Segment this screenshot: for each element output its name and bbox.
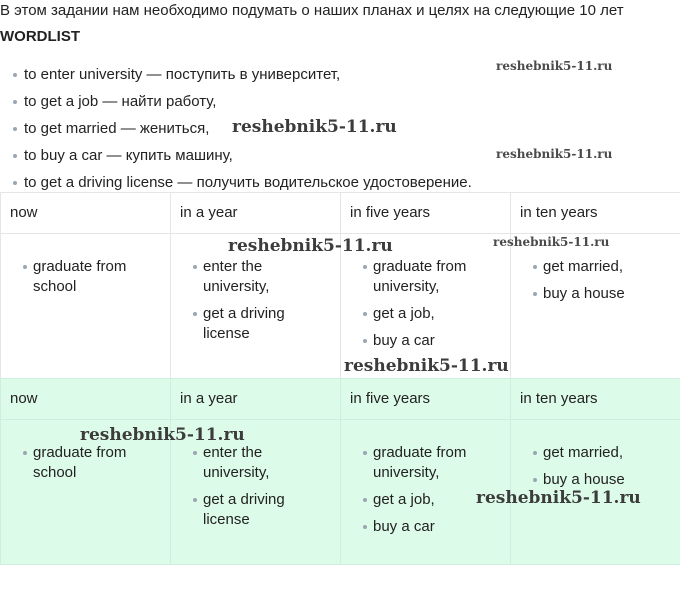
cell-in-five-years [341, 234, 511, 379]
list-item: graduate from university, [341, 257, 502, 297]
table-header-row [1, 193, 680, 234]
cell-now [1, 420, 171, 565]
wordlist-item: to buy a car — купить машину, [0, 142, 472, 169]
list-item: buy a car [341, 517, 502, 537]
wordlist-item: to enter university — поступить в университет, [0, 61, 472, 88]
list-item: buy a house [511, 284, 672, 304]
list-item: get married, [511, 443, 672, 463]
watermark: reshebnik5-11.ru [80, 425, 245, 445]
list-item: get a job, [341, 490, 502, 510]
header-cell-in-five-years: in five years [341, 379, 511, 420]
header-cell-in-ten-years: in ten years [511, 193, 680, 234]
list-item: buy a house [511, 470, 672, 490]
list-item: get a driving license [171, 304, 332, 344]
header-cell-in-a-year: in a year [171, 379, 341, 420]
watermark: reshebnik5-11.ru [476, 488, 641, 508]
watermark: reshebnik5-11.ru [493, 235, 610, 249]
plans-table [0, 192, 680, 379]
cell-in-five-years [341, 420, 511, 565]
list-item: get married, [511, 257, 672, 277]
watermark: reshebnik5-11.ru [496, 147, 613, 161]
list-item: graduate from university, [341, 443, 502, 483]
cell-now [1, 234, 171, 379]
list-item: get a driving license [171, 490, 332, 530]
cell-in-a-year [171, 420, 341, 565]
intro-text: В этом задании нам необходимо подумать о наших планах и целях на следующие 10 лет [0, 2, 624, 19]
wordlist-item: to get a driving license — получить водительское удостоверение. [0, 169, 472, 196]
header-cell-now: now [1, 193, 171, 234]
header-cell-in-a-year: in a year [171, 193, 341, 234]
wordlist-title: WORDLIST [0, 28, 80, 45]
list-item: enter the university, [171, 443, 332, 483]
watermark: reshebnik5-11.ru [496, 59, 613, 73]
list-item: graduate from school [1, 443, 162, 483]
list-item: buy a car [341, 331, 502, 351]
watermark: reshebnik5-11.ru [344, 356, 509, 376]
list-item: graduate from school [1, 257, 162, 297]
list-item: enter the university, [171, 257, 332, 297]
table-row [1, 420, 680, 565]
watermark: reshebnik5-11.ru [232, 117, 397, 137]
plans-table-highlighted [0, 378, 680, 565]
table-row [1, 234, 680, 379]
cell-in-ten-years [511, 234, 680, 379]
cell-in-ten-years [511, 420, 680, 565]
header-cell-in-five-years: in five years [341, 193, 511, 234]
wordlist-item: to get a job — найти работу, [0, 88, 472, 115]
wordlist [0, 61, 472, 196]
watermark: reshebnik5-11.ru [228, 236, 393, 256]
list-item: get a job, [341, 304, 502, 324]
header-cell-in-ten-years: in ten years [511, 379, 680, 420]
header-cell-now: now [1, 379, 171, 420]
cell-in-a-year [171, 234, 341, 379]
wordlist-item: to get married — жениться, [0, 115, 472, 142]
table-header-row [1, 379, 680, 420]
